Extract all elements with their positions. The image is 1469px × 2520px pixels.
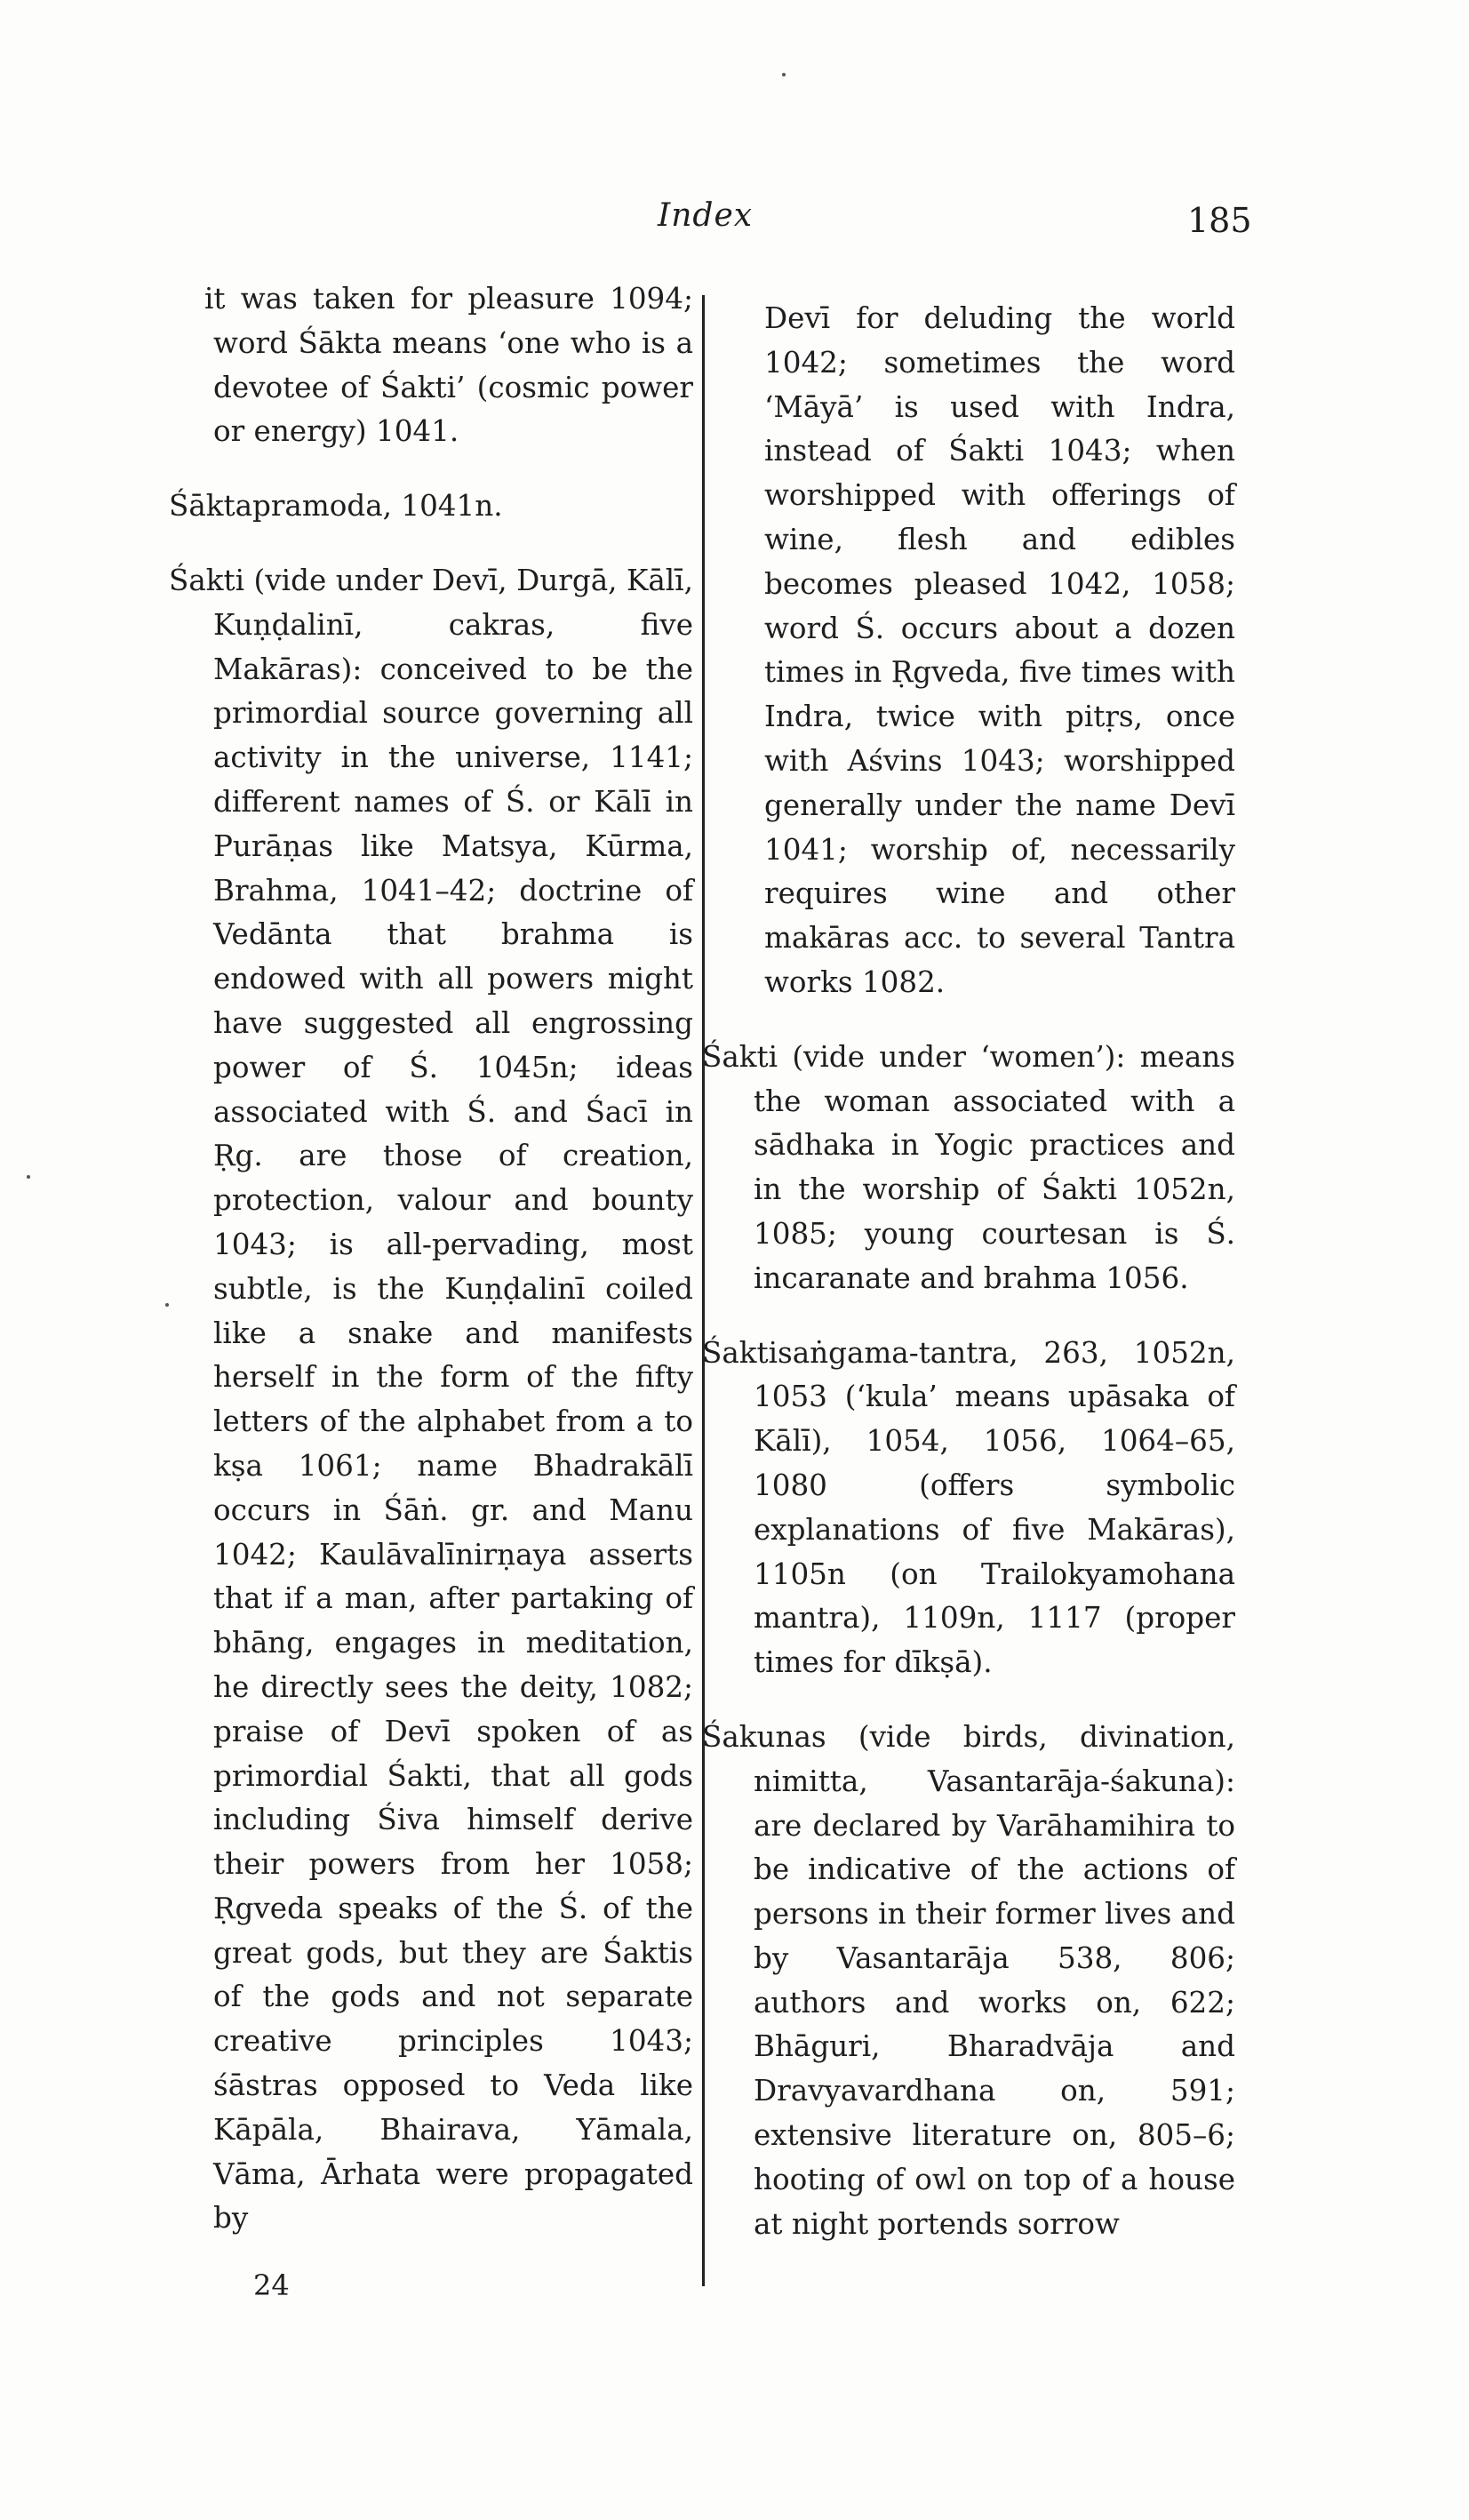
index-entry: Śakti (vide under Devī, Durgā, Kālī, Kuṇḍalinī, cakras, five Makāras): conceived to be the primordial source governing all activity in the universe, 1141; different names of Ś. or Kālī in Purāṇas like Matsya, Kūrma, Brahma, 1041–42; doctrine of Vedānta that brahma is endowed with all powers might have suggested all engrossing power of Ś. 1045n; ideas associated with Ś. and Śacī in Ṛg. are those of creation, protection, valour and bounty 1043; is all-pervading, most subtle, is the Kuṇḍalinī coiled like a snake and manifests herself in the form of the fifty letters of the alphabet from a to kṣa 1061; name Bhadrakālī occurs in Śāṅ. gr. and Manu 1042; Kaulāvalīnirṇaya asserts that if a man, after partaking of bhāng, engages in meditation, he directly sees the deity, 1082; praise of Devī spoken of as primordial Śakti, that all gods including Śiva himself derive their powers from her 1058; Ṛgveda speaks of the Ś. of the great gods, but they are Śaktis of the gods and not separate creative principles 1043; śāstras opposed to Veda like Kāpāla, Bhairava, Yāmala, Vāma, Ārhata were propagated by <box>169 563 693 2236</box>
scan-speck <box>27 1175 30 1179</box>
index-entry: Śakti (vide under ‘women’): means the woman associated with a sādhaka in Yogic practices and in the worship of Śakti 1052n, 1085; young courtesan is Ś. incaranate and brahma 1056. <box>702 1039 1235 1295</box>
right-column <box>702 297 1235 2276</box>
index-entry: Devī for deluding the world 1042; sometimes the word ‘Māyā’ is used with Indra, instead of Śakti 1043; when worshipped with offerings of wine, flesh and edibles becomes pleased 1042, 1058; word Ś. occurs about a dozen times in Ṛgveda, five times with Indra, twice with pitṛs, once with Aśvins 1043; worshipped generally under the name Devī 1041; worship of, necessarily requires wine and other makāras acc. to several Tantra works 1082. <box>764 301 1235 999</box>
signature-mark: 24 <box>253 2268 290 2302</box>
scan-speck <box>165 1303 169 1307</box>
index-entry: Śaktisaṅgama-tantra, 263, 1052n, 1053 (‘kula’ means upāsaka of Kālī), 1054, 1056, 1064–65, 1080 (offers symbolic explanations of five Makāras), 1105n (on Trailokyamohana mantra), 1109n, 1117 (proper times for dīkṣā). <box>702 1335 1235 1680</box>
index-entry: Śakunas (vide birds, divination, nimitta, Vasantarāja-śakuna): are declared by Varāhamihira to be indicative of the actions of persons in their former lives and by Vasantarāja 538, 806; authors and works on, 622; Bhāguri, Bharadvāja and Dravyavardhana on, 591; extensive literature on, 805–6; hooting of owl on top of a house at night portends sorrow <box>702 1719 1235 2241</box>
scan-speck <box>782 73 786 76</box>
page-number: 185 <box>1187 201 1252 240</box>
index-entry: it was taken for pleasure 1094; word Śākta means ‘one who is a devotee of Śakti’ (cosmic power or energy) 1041. <box>204 282 693 449</box>
index-entry: Śāktapramoda, 1041n. <box>169 489 503 524</box>
left-column <box>169 277 693 2271</box>
running-title: Index <box>658 197 754 234</box>
